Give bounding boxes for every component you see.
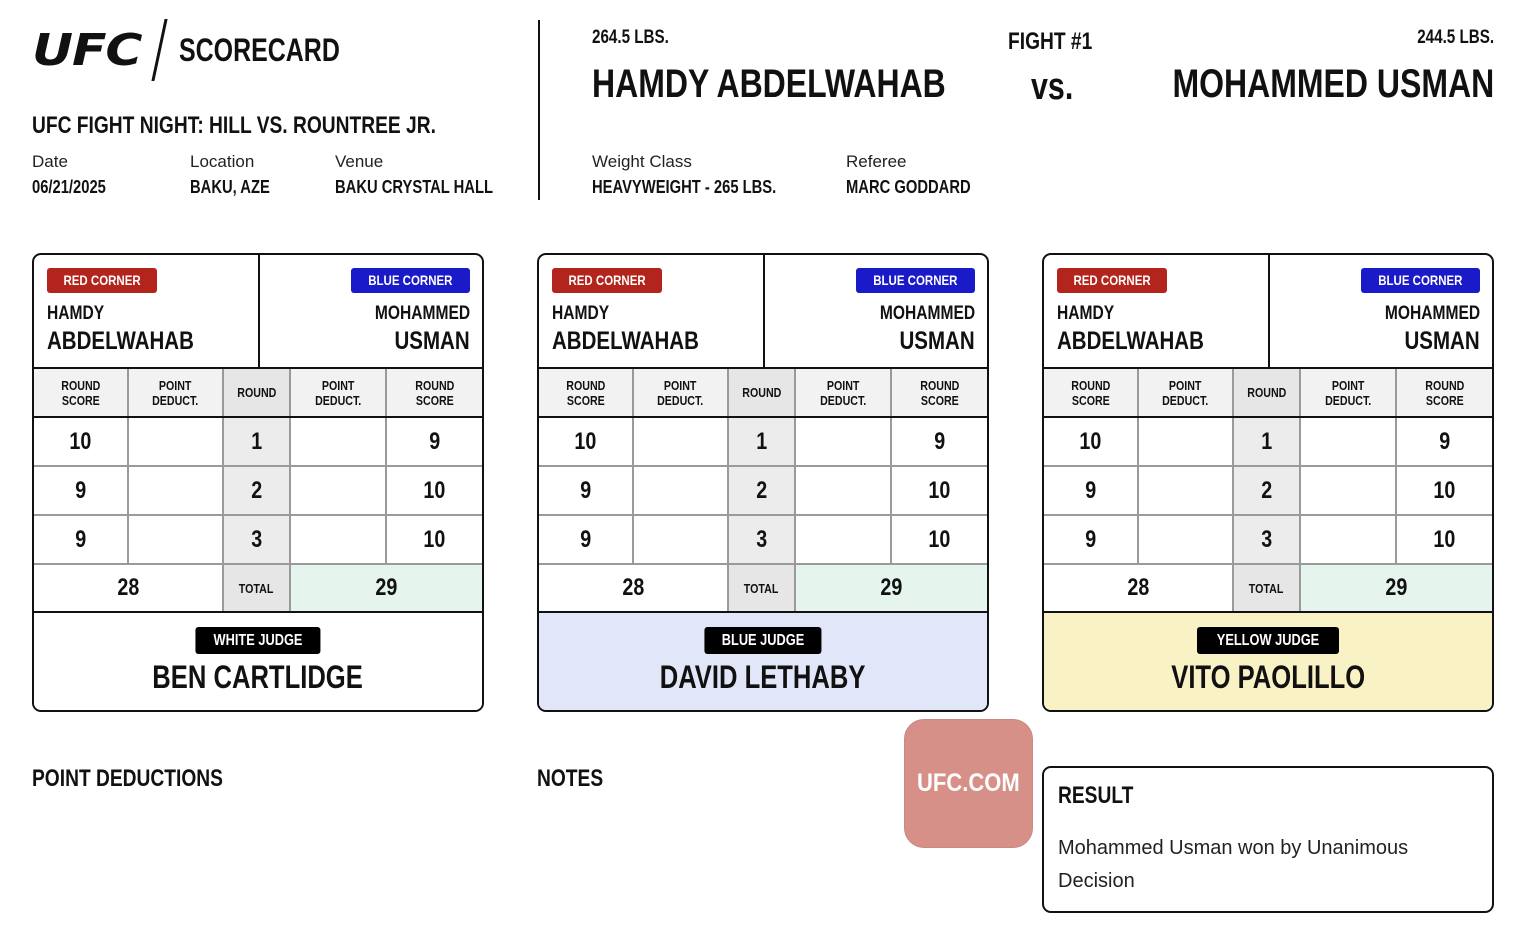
round-number: 1 [223, 417, 290, 466]
blue-corner-last-name: USMAN [899, 327, 975, 355]
blue-round-score: 10 [891, 515, 987, 564]
total-label: TOTAL [728, 564, 795, 612]
score-table [34, 369, 482, 613]
round-number: 3 [728, 515, 795, 564]
red-round-score: 9 [34, 466, 128, 515]
red-corner-panel [539, 255, 765, 367]
red-corner-last-name: ABDELWAHAB [47, 327, 194, 355]
header-red-point-deduct: POINT DEDUCT. [128, 369, 223, 417]
red-fighter-weight: 264.5 LBS. [592, 27, 669, 48]
red-point-deduction [633, 515, 728, 564]
red-corner-first-name: HAMDY [552, 303, 610, 324]
header-blue-round-score: ROUND SCORE [891, 369, 987, 417]
red-corner-badge: RED CORNER [1057, 268, 1167, 293]
header-blue-round-score: ROUND SCORE [1396, 369, 1492, 417]
weight-class-label: Weight Class [592, 152, 692, 171]
corner-header [1044, 255, 1492, 369]
red-corner-badge: RED CORNER [47, 268, 157, 293]
red-corner-panel [1044, 255, 1270, 367]
round-number: 2 [223, 466, 290, 515]
red-round-score: 9 [539, 466, 633, 515]
red-point-deduction [633, 466, 728, 515]
blue-point-deduction [290, 515, 386, 564]
header-blue-round-score: ROUND SCORE [386, 369, 482, 417]
judge-scorecard [537, 253, 989, 712]
total-row [34, 564, 482, 612]
header-round: ROUND [223, 369, 290, 417]
red-corner-first-name: HAMDY [47, 303, 105, 324]
blue-corner-panel [1270, 255, 1492, 367]
judge-scorecard [32, 253, 484, 712]
judge-section [34, 613, 482, 710]
result-text: Mohammed Usman won by Unanimous Decision [1058, 837, 1409, 892]
red-total-score: 28 [34, 564, 223, 612]
judge-scorecard [1042, 253, 1494, 712]
date-label: Date [32, 152, 68, 171]
vs-label: vs. [1031, 66, 1074, 108]
judge-label-badge: YELLOW JUDGE [1197, 627, 1339, 654]
round-number: 1 [1233, 417, 1300, 466]
blue-corner-first-name: MOHAMMED [374, 303, 470, 324]
red-round-score: 10 [34, 417, 128, 466]
red-round-score: 9 [539, 515, 633, 564]
red-point-deduction [633, 417, 728, 466]
blue-corner-badge: BLUE CORNER [856, 268, 975, 293]
header-red-round-score: ROUND SCORE [34, 369, 128, 417]
red-corner-last-name: ABDELWAHAB [1057, 327, 1204, 355]
score-table [1044, 369, 1492, 613]
round-row [34, 515, 482, 564]
round-row [1044, 515, 1492, 564]
location-label: Location [190, 152, 255, 171]
corner-header [34, 255, 482, 369]
round-row [34, 417, 482, 466]
header-red-round-score: ROUND SCORE [1044, 369, 1138, 417]
red-point-deduction [128, 417, 223, 466]
red-round-score: 9 [1044, 466, 1138, 515]
blue-point-deduction [1300, 417, 1396, 466]
round-row [34, 466, 482, 515]
red-fighter-name: HAMDY ABDELWAHAB [592, 62, 946, 106]
blue-round-score: 9 [1396, 417, 1492, 466]
judge-name: DAVID LETHABY [660, 659, 866, 695]
round-row [539, 515, 987, 564]
blue-round-score: 10 [891, 466, 987, 515]
blue-corner-last-name: USMAN [1404, 327, 1480, 355]
venue-value: BAKU CRYSTAL HALL [335, 177, 493, 197]
judge-name: BEN CARTLIDGE [152, 659, 364, 695]
judge-label-badge: WHITE JUDGE [195, 627, 320, 654]
header-red-point-deduct: POINT DEDUCT. [633, 369, 728, 417]
ufc-com-stamp: UFC.COM [904, 719, 1033, 848]
blue-round-score: 9 [386, 417, 482, 466]
header-red-round-score: ROUND SCORE [539, 369, 633, 417]
weight-class-value: HEAVYWEIGHT - 265 LBS. [592, 177, 777, 197]
referee-label: Referee [846, 152, 907, 171]
red-point-deduction [128, 466, 223, 515]
round-row [539, 466, 987, 515]
judge-section [539, 613, 987, 710]
judge-name: VITO PAOLILLO [1171, 659, 1365, 695]
header-red-point-deduct: POINT DEDUCT. [1138, 369, 1233, 417]
round-row [1044, 417, 1492, 466]
blue-round-score: 10 [386, 466, 482, 515]
blue-corner-badge: BLUE CORNER [351, 268, 470, 293]
blue-round-score: 10 [1396, 466, 1492, 515]
result-box [1042, 766, 1494, 913]
blue-corner-first-name: MOHAMMED [1384, 303, 1480, 324]
round-number: 3 [1233, 515, 1300, 564]
red-total-score: 28 [539, 564, 728, 612]
judge-label-badge: BLUE JUDGE [704, 627, 821, 654]
total-row [539, 564, 987, 612]
blue-fighter-weight: 244.5 LBS. [1417, 27, 1494, 48]
ufc-logo-text: UFC [32, 24, 142, 76]
round-number: 2 [728, 466, 795, 515]
blue-round-score: 9 [891, 417, 987, 466]
location-value: BAKU, AZE [190, 177, 270, 197]
blue-point-deduction [795, 515, 891, 564]
red-point-deduction [1138, 515, 1233, 564]
referee-value: MARC GODDARD [846, 177, 971, 197]
result-title: RESULT [1058, 782, 1134, 809]
red-round-score: 10 [539, 417, 633, 466]
header-round: ROUND [728, 369, 795, 417]
red-total-score: 28 [1044, 564, 1233, 612]
total-row [1044, 564, 1492, 612]
red-corner-first-name: HAMDY [1057, 303, 1115, 324]
blue-point-deduction [1300, 466, 1396, 515]
event-title: UFC FIGHT NIGHT: HILL VS. ROUNTREE JR. [32, 112, 436, 139]
red-point-deduction [1138, 417, 1233, 466]
round-number: 3 [223, 515, 290, 564]
red-round-score: 9 [1044, 515, 1138, 564]
blue-round-score: 10 [386, 515, 482, 564]
blue-fighter-name: MOHAMMED USMAN [1172, 62, 1494, 106]
round-number: 1 [728, 417, 795, 466]
header-blue-point-deduct: POINT DEDUCT. [1300, 369, 1396, 417]
red-round-score: 9 [34, 515, 128, 564]
score-table [539, 369, 987, 613]
blue-corner-panel [260, 255, 482, 367]
red-round-score: 10 [1044, 417, 1138, 466]
blue-corner-badge: BLUE CORNER [1361, 268, 1480, 293]
blue-point-deduction [795, 417, 891, 466]
point-deductions-title: POINT DEDUCTIONS [32, 765, 223, 792]
round-row [1044, 466, 1492, 515]
total-label: TOTAL [223, 564, 290, 612]
header-blue-point-deduct: POINT DEDUCT. [290, 369, 386, 417]
blue-point-deduction [290, 417, 386, 466]
judge-section [1044, 613, 1492, 710]
blue-point-deduction [795, 466, 891, 515]
ufc-scorecard-logo [32, 18, 385, 82]
red-corner-last-name: ABDELWAHAB [552, 327, 699, 355]
date-value: 06/21/2025 [32, 177, 106, 197]
score-table-header [34, 369, 482, 417]
logo-subtitle: SCORECARD [179, 31, 340, 68]
header-divider [538, 20, 540, 200]
score-table-header [1044, 369, 1492, 417]
round-number: 2 [1233, 466, 1300, 515]
header-round: ROUND [1233, 369, 1300, 417]
fight-number: FIGHT #1 [1008, 28, 1093, 55]
blue-total-score: 29 [1300, 564, 1492, 612]
blue-point-deduction [290, 466, 386, 515]
red-corner-badge: RED CORNER [552, 268, 662, 293]
notes-title: NOTES [537, 765, 604, 792]
blue-total-score: 29 [290, 564, 482, 612]
round-row [539, 417, 987, 466]
blue-point-deduction [1300, 515, 1396, 564]
red-corner-panel [34, 255, 260, 367]
corner-header [539, 255, 987, 369]
venue-label: Venue [335, 152, 384, 171]
blue-total-score: 29 [795, 564, 987, 612]
blue-round-score: 10 [1396, 515, 1492, 564]
blue-corner-first-name: MOHAMMED [879, 303, 975, 324]
blue-corner-panel [765, 255, 987, 367]
red-point-deduction [1138, 466, 1233, 515]
score-table-header [539, 369, 987, 417]
total-label: TOTAL [1233, 564, 1300, 612]
red-point-deduction [128, 515, 223, 564]
header-blue-point-deduct: POINT DEDUCT. [795, 369, 891, 417]
blue-corner-last-name: USMAN [394, 327, 470, 355]
